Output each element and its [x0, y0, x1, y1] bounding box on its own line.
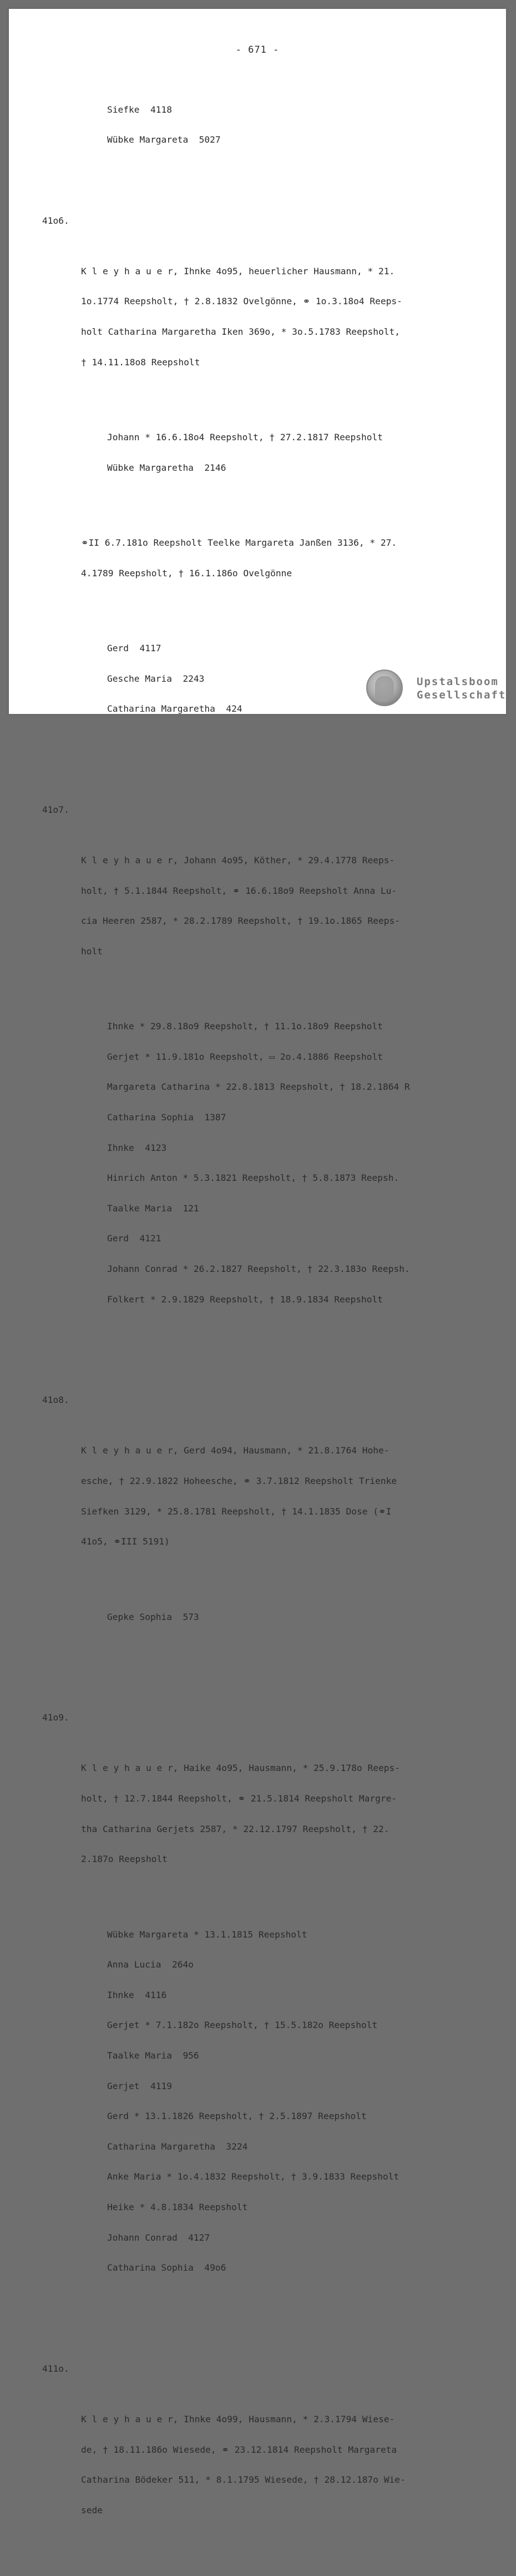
entry-text [81, 246, 475, 388]
child-line: Wübke Margareta * 13.1.1815 Reepsholt [107, 1929, 307, 1940]
entry-number: 41o8. [42, 1395, 69, 1406]
entry-number: 41o7. [42, 804, 69, 816]
child-line: Catharina Sophia 49o6 [107, 2262, 226, 2273]
society-seal-icon [366, 670, 403, 706]
child-line: Catharina Sophia 1387 [107, 1112, 226, 1123]
child-line: Margareta Catharina * 22.8.1813 Reepsholt, † 18.2.1864 R [107, 1081, 410, 1093]
logo-line-1: Upstalsboom [417, 676, 499, 688]
entry-4106 [42, 216, 475, 754]
page-number: - 671 - [235, 44, 280, 56]
entry-4110 [42, 2364, 475, 2556]
child-line: Gerd 4117 [107, 643, 161, 654]
intro-block [107, 84, 475, 165]
genealogy-content [42, 64, 475, 2576]
child-line: Taalke Maria 956 [107, 2050, 199, 2061]
child-line: Hinrich Anton * 5.3.1821 Reepsholt, † 5.8.1873 Reepsh. [107, 1173, 399, 1184]
text-line: 4.1789 Reepsholt, † 16.1.186o Ovelgönne [81, 567, 292, 578]
text-line: K l e y h a u e r, Johann 4o95, Köther, * 29.4.1778 Reeps- [81, 855, 395, 866]
child-line: Gepke Sophia 573 [107, 1611, 199, 1622]
text-line: 1o.1774 Reepsholt, † 2.8.1832 Ovelgönne, ⚭ 1o.3.18o4 Reeps- [81, 296, 402, 307]
child-line: Heike * 4.8.1834 Reepsholt [107, 2201, 248, 2212]
child-line: Johann * 16.6.18o4 Reepsholt, † 27.2.1817 Reepsholt [107, 432, 383, 443]
child-line: Catharina Margaretha 424 [107, 703, 242, 715]
child-line: Taalke Maria 121 [107, 1203, 199, 1214]
document-page [9, 9, 507, 2515]
entry-text [81, 1743, 475, 1885]
seal-figure [375, 676, 394, 700]
child-line: Wübke Margaretha 2146 [107, 462, 226, 473]
child-line: Gerjet * 7.1.182o Reepsholt, † 15.5.182o Reepsholt [107, 2020, 378, 2031]
entry-number: 41o6. [42, 215, 69, 226]
child-line: Ihnke * 29.8.18o9 Reepsholt, † 11.1o.18o9 Reepsholt [107, 1021, 383, 1032]
text-line: K l e y h a u e r, Haike 4o95, Hausmann, * 25.9.178o Reeps- [81, 1763, 400, 1774]
child-line: Gerjet 4119 [107, 2080, 172, 2091]
children-list [107, 1592, 475, 1642]
child-line: Johann Conrad * 26.2.1827 Reepsholt, † 22.3.183o Reepsh. [107, 1263, 410, 1274]
text-line: 2.187o Reepsholt [81, 1854, 168, 1865]
text-line: 41o5, ⚭III 5191) [81, 1536, 170, 1547]
text-line: Wübke Margareta 5027 [107, 134, 221, 145]
text-line: Siefken 3129, * 25.8.1781 Reepsholt, † 14.1.1835 Dose (⚭I [81, 1506, 392, 1517]
text-line: K l e y h a u e r, Ihnke 4o95, heuerlicher Hausmann, * 21. [81, 265, 395, 276]
child-line: Gesche Maria 2243 [107, 673, 205, 684]
text-line: esche, † 22.9.1822 Hoheesche, ⚭ 3.7.1812 Reepsholt Trienke [81, 1475, 397, 1486]
child-line: Gerd * 13.1.1826 Reepsholt, † 2.5.1897 Reepsholt [107, 2111, 367, 2122]
text-line: holt, † 5.1.1844 Reepsholt, ⚭ 16.6.18o9 Reepsholt Anna Lu- [81, 885, 397, 896]
entry-number: 41o9. [42, 1712, 69, 1723]
child-line: Gerjet * 11.9.181o Reepsholt, ▭ 2o.4.1886 Reepsholt [107, 1051, 383, 1062]
child-line: Ihnke 4116 [107, 1989, 167, 2000]
text-line: tha Catharina Gerjets 2587, * 22.12.1797 Reepsholt, † 22. [81, 1823, 389, 1834]
entry-text [81, 1426, 475, 1567]
text-line: sede [81, 2504, 103, 2515]
child-line: Anke Maria * 1o.4.1832 Reepsholt, † 3.9.1833 Reepsholt [107, 2171, 399, 2182]
entry-text [81, 836, 475, 977]
entry-4109 [42, 1713, 475, 2313]
text-line: K l e y h a u e r, Ihnke 4o99, Hausmann, * 2.3.1794 Wiese- [81, 2413, 395, 2424]
text-line: holt Catharina Margaretha Iken 369o, * 3o.5.1783 Reepsholt, [81, 326, 400, 338]
logo-line-2: Gesellschaft [417, 689, 507, 701]
child-line: Folkert * 2.9.1829 Reepsholt, † 18.9.1834 Reepsholt [107, 1294, 383, 1305]
text-line: de, † 18.11.186o Wiesede, ⚭ 23.12.1814 Reepsholt Margareta [81, 2444, 397, 2455]
child-line: Ihnke 4123 [107, 1142, 167, 1153]
text-line: K l e y h a u e r, Gerd 4o94, Hausmann, * 21.8.1764 Hohe- [81, 1445, 389, 1456]
children-list [107, 1002, 475, 1325]
second-marriage [81, 518, 475, 599]
entry-4107 [42, 805, 475, 1345]
text-line: holt [81, 945, 103, 957]
children-list [107, 412, 475, 494]
text-line: cia Heeren 2587, * 28.2.1789 Reepsholt, † 19.1o.1865 Reeps- [81, 915, 400, 927]
society-logo-text [417, 675, 506, 702]
entry-4108 [42, 1395, 475, 1662]
child-line: Catharina Margaretha 3224 [107, 2141, 248, 2152]
text-line: † 14.11.18o8 Reepsholt [81, 356, 200, 368]
text-line: holt, † 12.7.1844 Reepsholt, ⚭ 21.5.1814 Reepsholt Margre- [81, 1793, 397, 1804]
text-line: ⚭II 6.7.181o Reepsholt Teelke Margareta Janßen 3136, * 27. [81, 537, 397, 549]
entry-number: 411o. [42, 2363, 69, 2374]
text-line: Siefke 4118 [107, 104, 172, 115]
children-list [107, 1909, 475, 2293]
child-line: Anna Lucia 264o [107, 1959, 194, 1970]
entry-text [81, 2394, 475, 2536]
text-line: Catharina Bödeker 511, * 8.1.1795 Wiesede, † 28.12.187o Wie- [81, 2474, 406, 2486]
child-line: Gerd 4121 [107, 1233, 161, 1244]
child-line: Johann Conrad 4127 [107, 2232, 210, 2243]
